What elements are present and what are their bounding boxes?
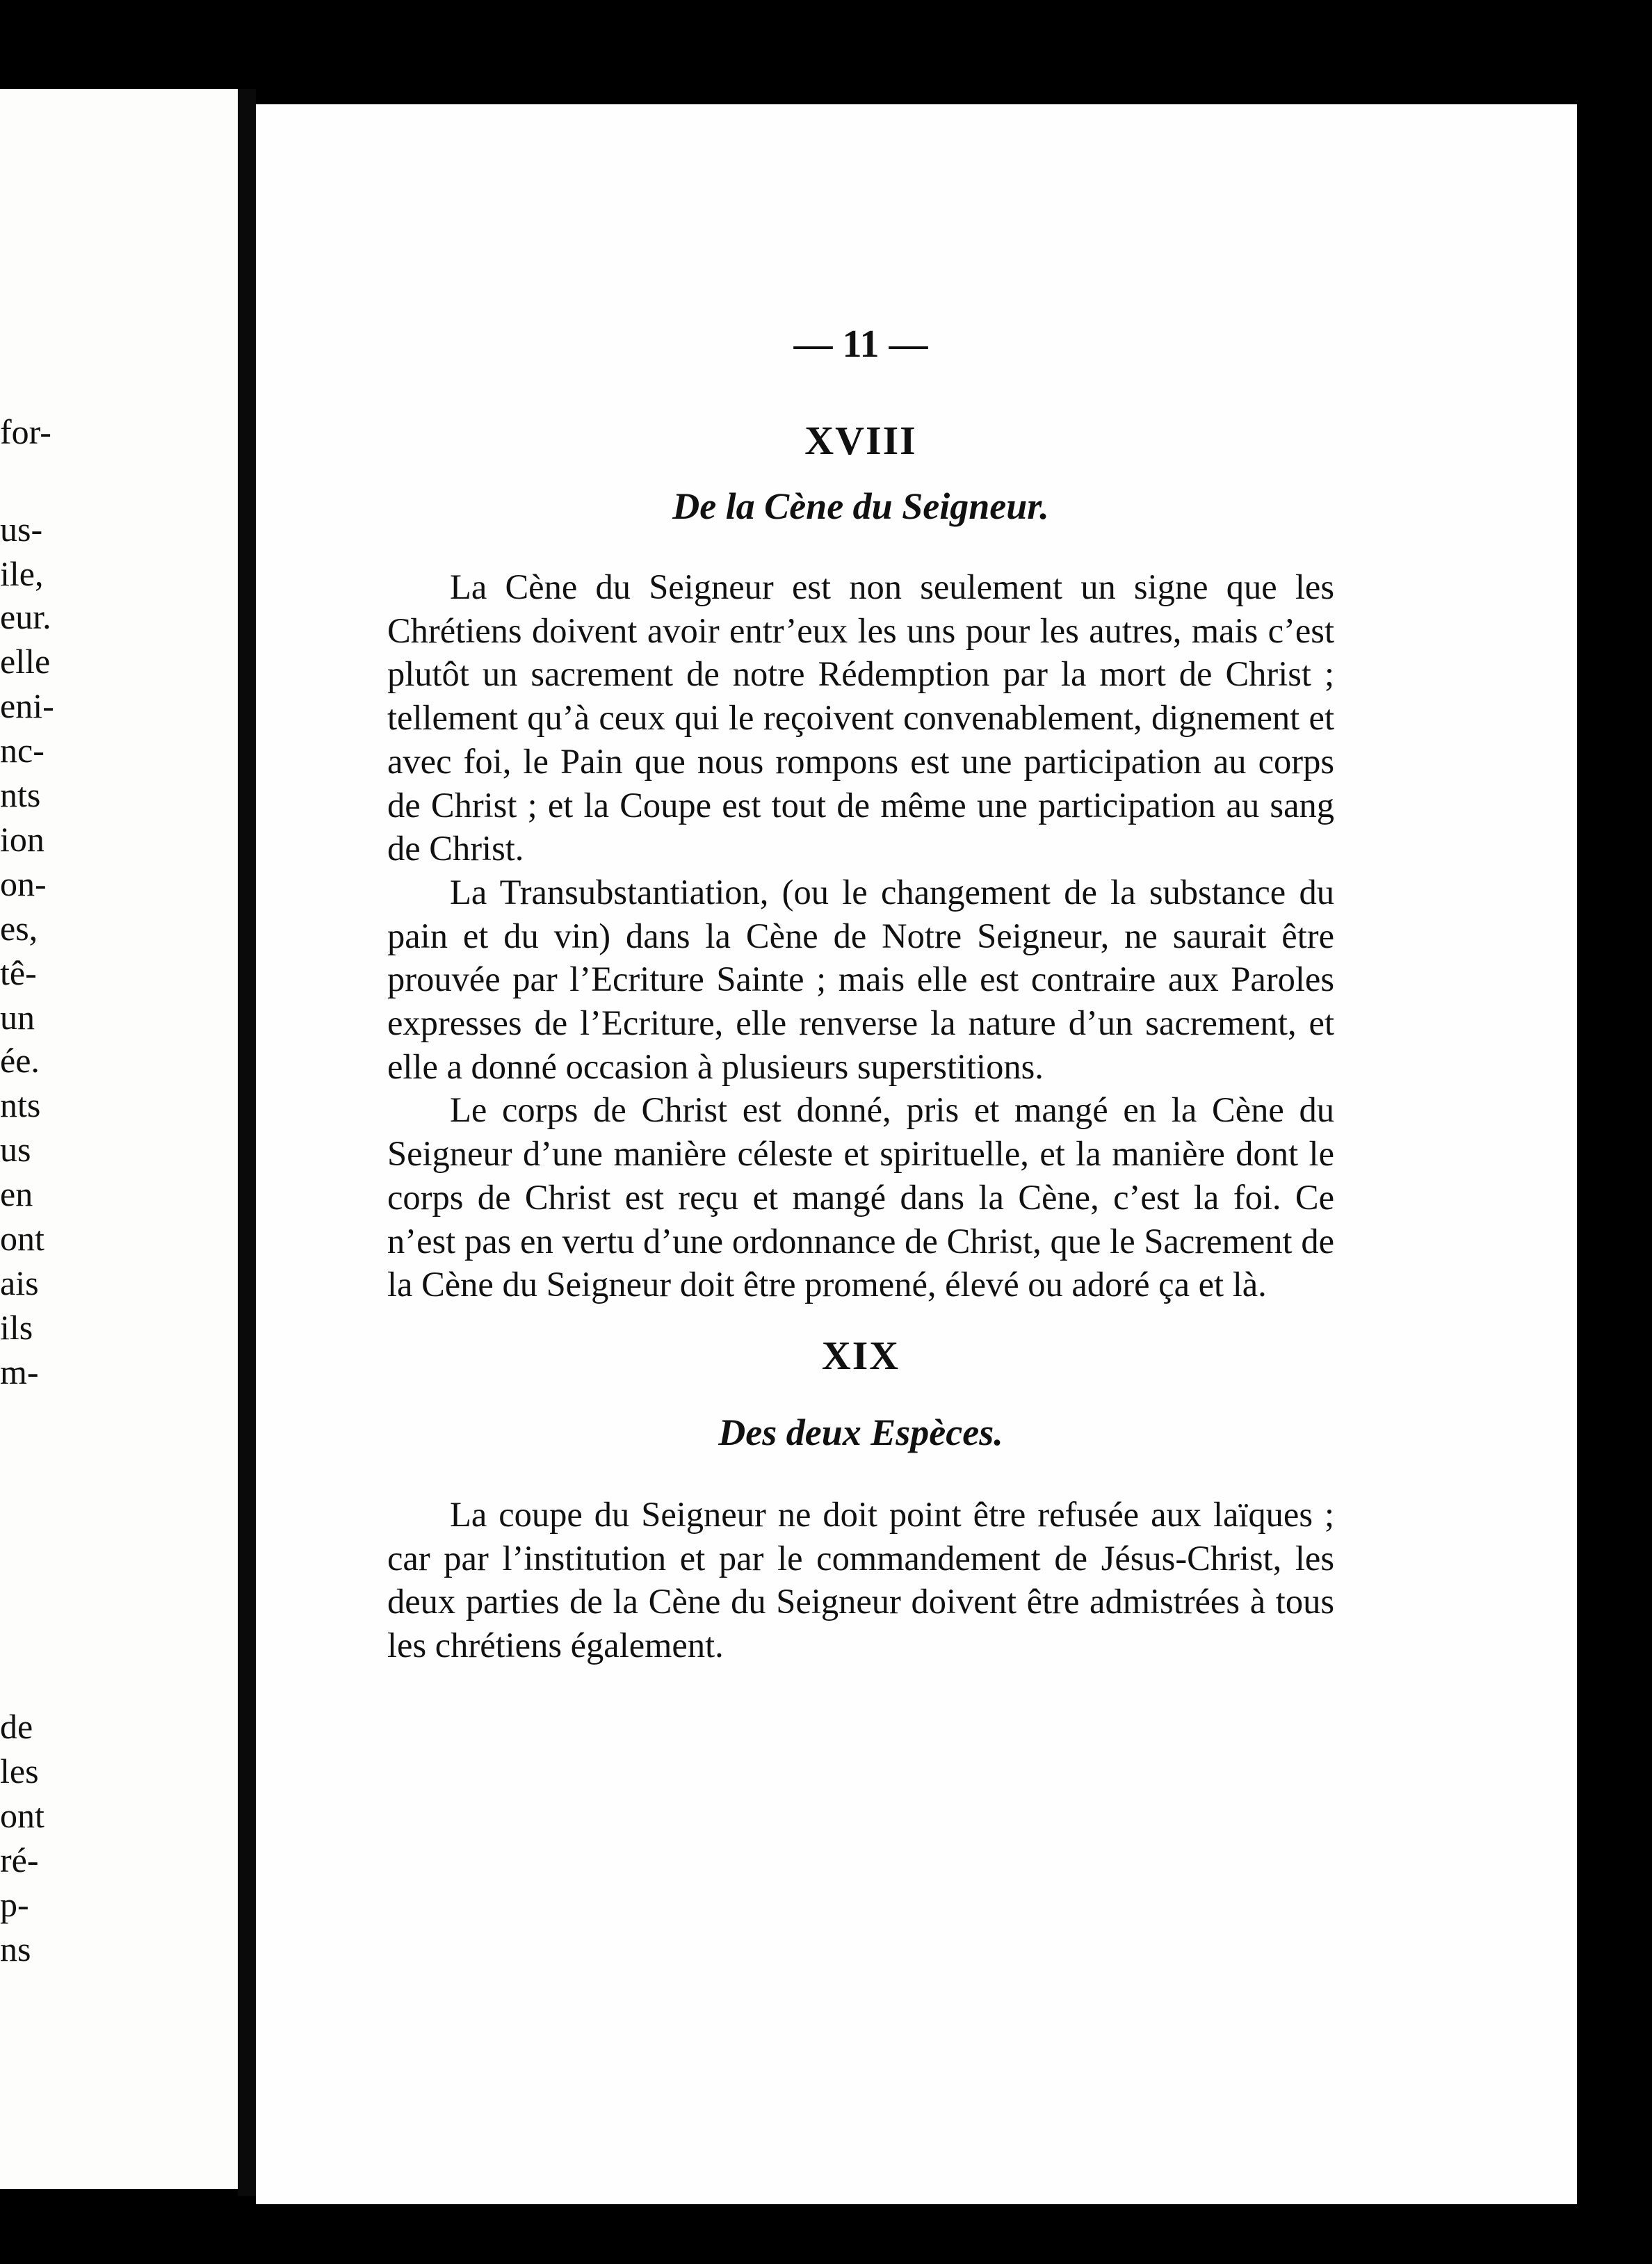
left-page-fragment: nts <box>0 775 41 814</box>
left-page-fragment: elle <box>0 642 51 681</box>
left-page-fragment: ns <box>0 1930 31 1968</box>
book-spine-gutter <box>238 89 256 2196</box>
left-page-fragment: us- <box>0 510 43 549</box>
left-page-fragment: ion <box>0 820 44 859</box>
page-number: — 11 — <box>793 323 928 366</box>
left-page-fragment: ont <box>0 1219 44 1258</box>
left-page-fragment: es, <box>0 909 38 948</box>
left-page-fragment: eni- <box>0 686 54 725</box>
section-heading-xviii: XVIII <box>804 418 917 463</box>
left-page-fragment: for- <box>0 412 51 451</box>
left-page-fragment: on- <box>0 864 47 903</box>
left-page-fragment: ile, <box>0 554 44 593</box>
paragraph: La Cène du Seigneur est non seulement un signe que les Chrétiens doivent avoir entr’eux les uns pour les autres, mais c’est plutôt un sacrement de notre Rédemption par la mort de Christ ; tellement qu’à ceux qui le reçoivent convenablement, dignement et avec foi, le Pain que nous rompons est une participation au corps de Christ ; et la Coupe est tout de même une participation au sang de Christ. <box>387 567 1334 868</box>
left-page-fragment: de <box>0 1707 33 1746</box>
left-page-fragment: us <box>0 1130 31 1169</box>
left-page-fragment: nc- <box>0 731 44 770</box>
left-page-fragment: ré- <box>0 1841 39 1879</box>
paragraph: Le corps de Christ est donné, pris et mangé en la Cène du Seigneur d’une manière céleste et spirituelle, et la manière dont le corps de Christ est reçu et mangé dans la Cène, c’est la foi. Ce n’est pas en vertu d’une ordonnance de Christ, que le Sacrement de la Cène du Seigneur doit être promené, élevé ou adoré ça et là. <box>387 1090 1334 1304</box>
left-page-fragment: ont <box>0 1796 44 1835</box>
section-title-xviii: De la Cène du Seigneur. <box>672 485 1049 527</box>
left-page-fragment: un <box>0 998 35 1037</box>
left-page-fragment: ils <box>0 1308 33 1347</box>
left-page-fragment: p- <box>0 1885 29 1924</box>
section-title-xix: Des deux Espèces. <box>718 1411 1003 1453</box>
left-page-fragment: m- <box>0 1352 39 1391</box>
previous-page-edge <box>0 89 238 2189</box>
left-page-fragment: ée. <box>0 1041 40 1080</box>
left-page-fragment: ais <box>0 1263 39 1302</box>
page-content <box>387 316 1334 1667</box>
left-page-fragment: tê- <box>0 953 37 992</box>
left-page-fragment: en <box>0 1174 33 1213</box>
left-page-fragment: nts <box>0 1085 41 1124</box>
left-page-fragment: les <box>0 1752 39 1790</box>
left-page-fragment: eur. <box>0 597 51 636</box>
section-heading-xix: XIX <box>821 1332 900 1378</box>
paragraph: La coupe du Seigneur ne doit point être refusée aux laïques ; car par l’institution et par le commandement de Jésus-Christ, les deux parties de la Cène du Seigneur doivent être admistrées à tous les chrétiens également. <box>387 1494 1334 1665</box>
paragraph: La Transubstantiation, (ou le changement de la substance du pain et du vin) dans la Cène de Notre Seigneur, ne saurait être prouvée par l’Ecriture Sainte ; mais elle est contraire aux Paroles expresses de l’Ecriture, elle renverse la nature d’un sacrement, et elle a donné occasion à plusieurs superstitions. <box>387 872 1334 1086</box>
